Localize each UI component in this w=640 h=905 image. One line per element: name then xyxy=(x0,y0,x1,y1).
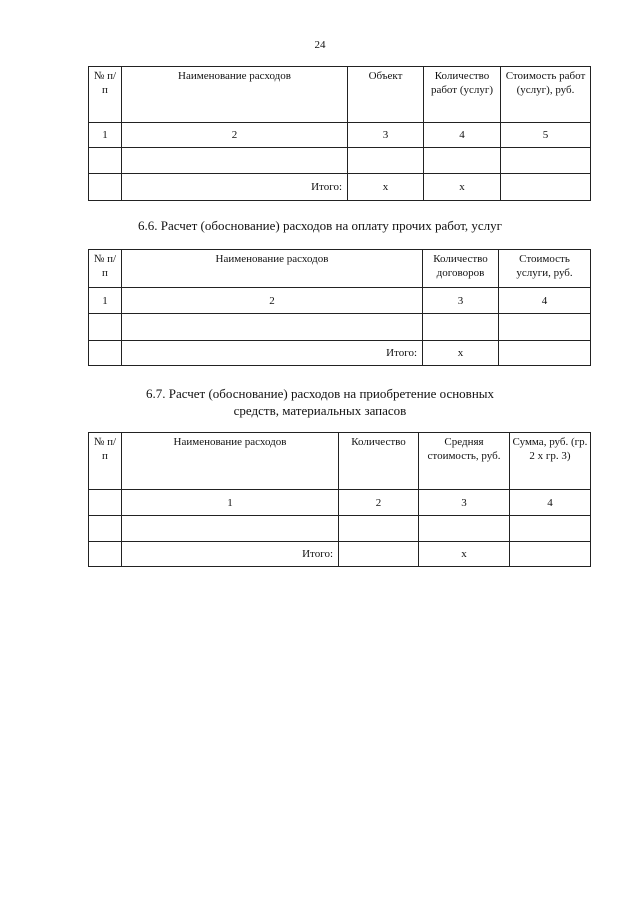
table-cell xyxy=(89,542,122,567)
header-expense-name: Наименование расходов xyxy=(122,433,339,490)
header-object: Объект xyxy=(348,67,424,123)
table-cell xyxy=(122,314,423,341)
column-number: 2 xyxy=(122,288,423,314)
total-cell: x xyxy=(348,174,424,201)
column-number: 1 xyxy=(89,288,122,314)
total-label: Итого: xyxy=(122,341,423,366)
section-heading-6-6: 6.6. Расчет (обоснование) расходов на оплату прочих работ, услуг xyxy=(138,218,502,233)
empty-data-row xyxy=(89,314,591,341)
column-number: 4 xyxy=(499,288,591,314)
empty-data-row xyxy=(89,516,591,542)
table-cell xyxy=(122,516,339,542)
expenses-table-other-services xyxy=(88,249,591,366)
column-number: 2 xyxy=(339,490,419,516)
header-average-cost: Средняя стоимость, руб. xyxy=(419,433,510,490)
table-cell xyxy=(89,148,122,174)
header-work-cost: Стоимость работ (услуг), руб. xyxy=(501,67,591,123)
column-number: 1 xyxy=(122,490,339,516)
total-row xyxy=(89,174,591,201)
header-number: № п/п xyxy=(89,433,122,490)
table-cell xyxy=(501,148,591,174)
total-label: Итого: xyxy=(122,542,339,567)
column-number: 5 xyxy=(501,123,591,148)
total-cell: x xyxy=(424,174,501,201)
column-number: 3 xyxy=(348,123,424,148)
column-number-row xyxy=(89,288,591,314)
column-number xyxy=(89,490,122,516)
table-header-row xyxy=(89,67,591,123)
header-contract-count: Количество договоров xyxy=(423,250,499,288)
table-cell xyxy=(510,516,591,542)
table-cell xyxy=(339,516,419,542)
total-row xyxy=(89,542,591,567)
column-number: 3 xyxy=(423,288,499,314)
table-cell xyxy=(419,516,510,542)
table-cell xyxy=(424,148,501,174)
empty-data-row xyxy=(89,148,591,174)
total-cell xyxy=(510,542,591,567)
table-header-row xyxy=(89,433,591,490)
table-cell xyxy=(423,314,499,341)
total-cell xyxy=(501,174,591,201)
table-cell xyxy=(348,148,424,174)
table-cell xyxy=(499,314,591,341)
table-cell xyxy=(89,314,122,341)
page-number: 24 xyxy=(314,39,326,51)
expenses-table-fixed-assets xyxy=(88,432,591,567)
header-work-quantity: Количество работ (услуг) xyxy=(424,67,501,123)
column-number: 3 xyxy=(419,490,510,516)
total-row xyxy=(89,341,591,366)
total-cell xyxy=(339,542,419,567)
header-expense-name: Наименование расходов xyxy=(122,250,423,288)
table-cell xyxy=(89,516,122,542)
column-number: 4 xyxy=(424,123,501,148)
column-number: 4 xyxy=(510,490,591,516)
header-quantity: Количество xyxy=(339,433,419,490)
header-sum: Сумма, руб. (гр. 2 x гр. 3) xyxy=(510,433,591,490)
total-cell xyxy=(499,341,591,366)
column-number-row xyxy=(89,123,591,148)
section-heading-6-7 xyxy=(0,385,640,419)
header-service-cost: Стоимость услуги, руб. xyxy=(499,250,591,288)
header-number: № п/п xyxy=(89,250,122,288)
total-cell: x xyxy=(423,341,499,366)
header-number: № п/п xyxy=(89,67,122,123)
section-heading-line: средств, материальных запасов xyxy=(233,403,407,418)
table-cell xyxy=(89,341,122,366)
header-expense-name: Наименование расходов xyxy=(122,67,348,123)
section-heading-line: 6.7. Расчет (обоснование) расходов на приобретение основных xyxy=(145,386,495,401)
table-header-row xyxy=(89,250,591,288)
expenses-table-objects xyxy=(88,66,591,201)
total-cell: x xyxy=(419,542,510,567)
total-label: Итого: xyxy=(122,174,348,201)
table-cell xyxy=(122,148,348,174)
column-number: 1 xyxy=(89,123,122,148)
column-number: 2 xyxy=(122,123,348,148)
column-number-row xyxy=(89,490,591,516)
table-cell xyxy=(89,174,122,201)
